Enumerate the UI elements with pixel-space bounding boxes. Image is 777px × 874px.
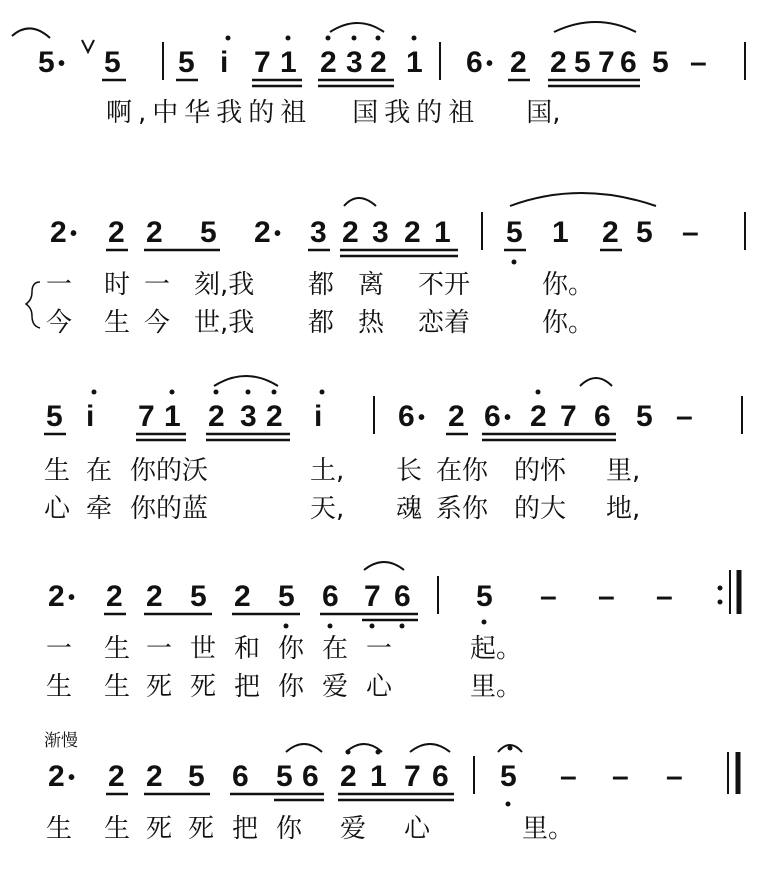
note: 5 bbox=[46, 400, 63, 433]
note: 5 bbox=[476, 580, 493, 613]
note: 3 bbox=[310, 216, 327, 249]
lyric-syllable: 魂 bbox=[396, 494, 423, 524]
lyric-syllable: 你 bbox=[278, 672, 305, 702]
dot-mark: • bbox=[418, 407, 426, 429]
note: i bbox=[220, 46, 229, 79]
note: 7 bbox=[560, 400, 577, 433]
lyric-syllable: 时 bbox=[104, 270, 131, 300]
dash: – bbox=[656, 580, 673, 613]
lyric-syllable: 离 bbox=[358, 270, 385, 300]
lyric-syllable: 牵 bbox=[86, 494, 113, 524]
note: 5 bbox=[200, 216, 217, 249]
lyric-syllable: 里。 bbox=[522, 814, 575, 844]
lyric-segment: 啊,中华我的祖 bbox=[106, 98, 313, 128]
note: 1 bbox=[552, 216, 569, 249]
lyric-syllable: 世 bbox=[190, 634, 217, 664]
lyric-syllable: 一 bbox=[366, 634, 393, 664]
note: 7 bbox=[598, 46, 615, 79]
dash: – bbox=[666, 760, 683, 793]
note: 5 bbox=[636, 400, 653, 433]
lyric-syllable: 你 bbox=[276, 814, 303, 844]
note: 2 bbox=[370, 46, 387, 79]
note: 5 bbox=[188, 760, 205, 793]
lyric-syllable: 把 bbox=[232, 814, 259, 844]
note: 1 bbox=[280, 46, 297, 79]
note: 7 bbox=[404, 760, 421, 793]
dash: – bbox=[540, 580, 557, 613]
note: 2 bbox=[146, 216, 163, 249]
note: 2 bbox=[340, 760, 357, 793]
lyric-syllable: 热 bbox=[358, 308, 385, 338]
lyric-syllable: 生 bbox=[46, 814, 73, 844]
lyric-syllable: 起。 bbox=[470, 634, 523, 664]
lyric-line-2a bbox=[46, 270, 594, 300]
lyric-syllable: 在你 bbox=[436, 456, 489, 486]
note: 2 bbox=[550, 46, 567, 79]
lyric-syllable: 都 bbox=[308, 270, 335, 300]
lyric-line-3b bbox=[44, 494, 640, 524]
lyric-line-4a bbox=[46, 634, 522, 664]
note: 6 bbox=[620, 46, 637, 79]
note: 6 bbox=[594, 400, 611, 433]
system-4-notes bbox=[48, 562, 739, 629]
note: 6 bbox=[398, 400, 415, 433]
note: 5 bbox=[506, 216, 523, 249]
note: 5 bbox=[652, 46, 669, 79]
lyric-syllable: 死 bbox=[188, 814, 215, 844]
lyric-syllable: 死 bbox=[190, 672, 217, 702]
lyric-syllable: 心 bbox=[44, 494, 71, 524]
lyric-syllable: 和 bbox=[234, 634, 261, 664]
lyric-segment: 国我的祖 bbox=[352, 98, 481, 128]
system-1-notes bbox=[12, 22, 745, 86]
breath-mark bbox=[82, 40, 94, 52]
dot-mark: • bbox=[274, 223, 282, 245]
tempo-mark: 渐慢 bbox=[44, 731, 78, 751]
lyric-syllable: 生 bbox=[44, 456, 71, 486]
lyric-syllable: 爱 bbox=[322, 672, 349, 702]
note: 2 bbox=[146, 760, 163, 793]
dash: – bbox=[560, 760, 577, 793]
lyric-line-4b bbox=[46, 672, 522, 702]
note: 2 bbox=[530, 400, 547, 433]
note: 7 bbox=[254, 46, 271, 79]
note: 2 bbox=[320, 46, 337, 79]
dash: – bbox=[682, 216, 699, 249]
note: 5 bbox=[278, 580, 295, 613]
dot-mark: • bbox=[68, 767, 76, 789]
lyric-syllable: 刻,我 bbox=[194, 270, 255, 300]
lyric-line-3a bbox=[44, 456, 640, 486]
lyric-segment: 国, bbox=[526, 98, 561, 128]
note: 2 bbox=[254, 216, 271, 249]
lyric-syllable: 在 bbox=[322, 634, 349, 664]
note: 6 bbox=[394, 580, 411, 613]
lyric-line-2b bbox=[46, 308, 594, 338]
dot-mark: • bbox=[504, 407, 512, 429]
lyric-syllable: 的大 bbox=[514, 494, 567, 524]
note: 5 bbox=[574, 46, 591, 79]
note: 7 bbox=[138, 400, 155, 433]
lyric-syllable: 地, bbox=[606, 494, 641, 524]
lyric-syllable: 你 bbox=[278, 634, 305, 664]
lyric-syllable: 都 bbox=[308, 308, 335, 338]
note: 2 bbox=[404, 216, 421, 249]
lyric-syllable: 死 bbox=[146, 672, 173, 702]
note: 5 bbox=[276, 760, 293, 793]
lyric-syllable: 不开 bbox=[418, 270, 471, 300]
lyric-syllable: 恋着 bbox=[418, 308, 471, 338]
note: 6 bbox=[322, 580, 339, 613]
lyric-syllable: 生 bbox=[104, 814, 131, 844]
note: 2 bbox=[146, 580, 163, 613]
repeat-dot bbox=[718, 586, 723, 591]
system-5-notes bbox=[48, 744, 738, 807]
dot-mark: • bbox=[58, 53, 66, 75]
lyric-syllable: 今 bbox=[144, 308, 171, 338]
lyric-syllable: 你。 bbox=[542, 308, 595, 338]
lyric-syllable: 在 bbox=[86, 456, 113, 486]
lyric-syllable: 生 bbox=[46, 672, 73, 702]
lyric-syllable: 一 bbox=[146, 634, 173, 664]
note: 2 bbox=[48, 760, 65, 793]
dot-mark: • bbox=[68, 587, 76, 609]
note: 5 bbox=[38, 46, 55, 79]
lyric-line-5 bbox=[46, 814, 574, 844]
lyric-syllable: 你的沃 bbox=[130, 456, 209, 486]
lyric-syllable: 你的蓝 bbox=[130, 494, 209, 524]
note: 6 bbox=[302, 760, 319, 793]
dash: – bbox=[676, 400, 693, 433]
verse-brace bbox=[26, 282, 40, 328]
note: 1 bbox=[406, 46, 423, 79]
note: 5 bbox=[190, 580, 207, 613]
system-3-notes bbox=[44, 376, 742, 440]
lyric-syllable: 心 bbox=[366, 672, 393, 702]
lyric-syllable: 你。 bbox=[542, 270, 595, 300]
note: 7 bbox=[364, 580, 381, 613]
note: 2 bbox=[602, 216, 619, 249]
dot-mark: • bbox=[70, 223, 78, 245]
note: 2 bbox=[108, 216, 125, 249]
note: 2 bbox=[342, 216, 359, 249]
note: 2 bbox=[48, 580, 65, 613]
note: 1 bbox=[370, 760, 387, 793]
note: 1 bbox=[434, 216, 451, 249]
lyric-syllable: 的怀 bbox=[514, 456, 567, 486]
lyric-syllable: 里。 bbox=[470, 672, 523, 702]
lyric-line-1 bbox=[106, 98, 561, 128]
dash: – bbox=[598, 580, 615, 613]
lyric-syllable: 里, bbox=[606, 456, 641, 486]
note: 2 bbox=[106, 580, 123, 613]
note: 5 bbox=[636, 216, 653, 249]
lyric-syllable: 天, bbox=[310, 494, 345, 524]
note: 6 bbox=[466, 46, 483, 79]
lyric-syllable: 长 bbox=[396, 456, 423, 486]
note: 5 bbox=[500, 760, 517, 793]
lyric-syllable: 系你 bbox=[436, 494, 489, 524]
note: 2 bbox=[208, 400, 225, 433]
note: i bbox=[314, 400, 323, 433]
note: 2 bbox=[448, 400, 465, 433]
note: 6 bbox=[484, 400, 501, 433]
note: 6 bbox=[232, 760, 249, 793]
lyric-syllable: 把 bbox=[234, 672, 261, 702]
dash: – bbox=[690, 46, 707, 79]
note: 1 bbox=[164, 400, 181, 433]
note: 2 bbox=[510, 46, 527, 79]
note: 2 bbox=[266, 400, 283, 433]
note: 2 bbox=[234, 580, 251, 613]
lyric-syllable: 一 bbox=[46, 270, 73, 300]
dash: – bbox=[612, 760, 629, 793]
note: 3 bbox=[372, 216, 389, 249]
lyric-syllable: 一 bbox=[46, 634, 73, 664]
lyric-syllable: 死 bbox=[146, 814, 173, 844]
lyric-syllable: 生 bbox=[104, 634, 131, 664]
lyric-syllable: 生 bbox=[104, 308, 131, 338]
lyric-syllable: 一 bbox=[144, 270, 171, 300]
note: 2 bbox=[50, 216, 67, 249]
note: 6 bbox=[432, 760, 449, 793]
lyric-syllable: 土, bbox=[310, 456, 345, 486]
lyric-syllable: 今 bbox=[46, 308, 73, 338]
repeat-dot bbox=[718, 600, 723, 605]
note: 5 bbox=[178, 46, 195, 79]
note: 3 bbox=[240, 400, 257, 433]
lyric-syllable: 心 bbox=[404, 814, 431, 844]
note: 2 bbox=[108, 760, 125, 793]
note: 3 bbox=[346, 46, 363, 79]
lyric-syllable: 生 bbox=[104, 672, 131, 702]
note: 5 bbox=[104, 46, 121, 79]
lyric-syllable: 爱 bbox=[340, 814, 367, 844]
dot-mark: • bbox=[486, 53, 494, 75]
note: i bbox=[86, 400, 95, 433]
lyric-syllable: 世,我 bbox=[194, 308, 255, 338]
